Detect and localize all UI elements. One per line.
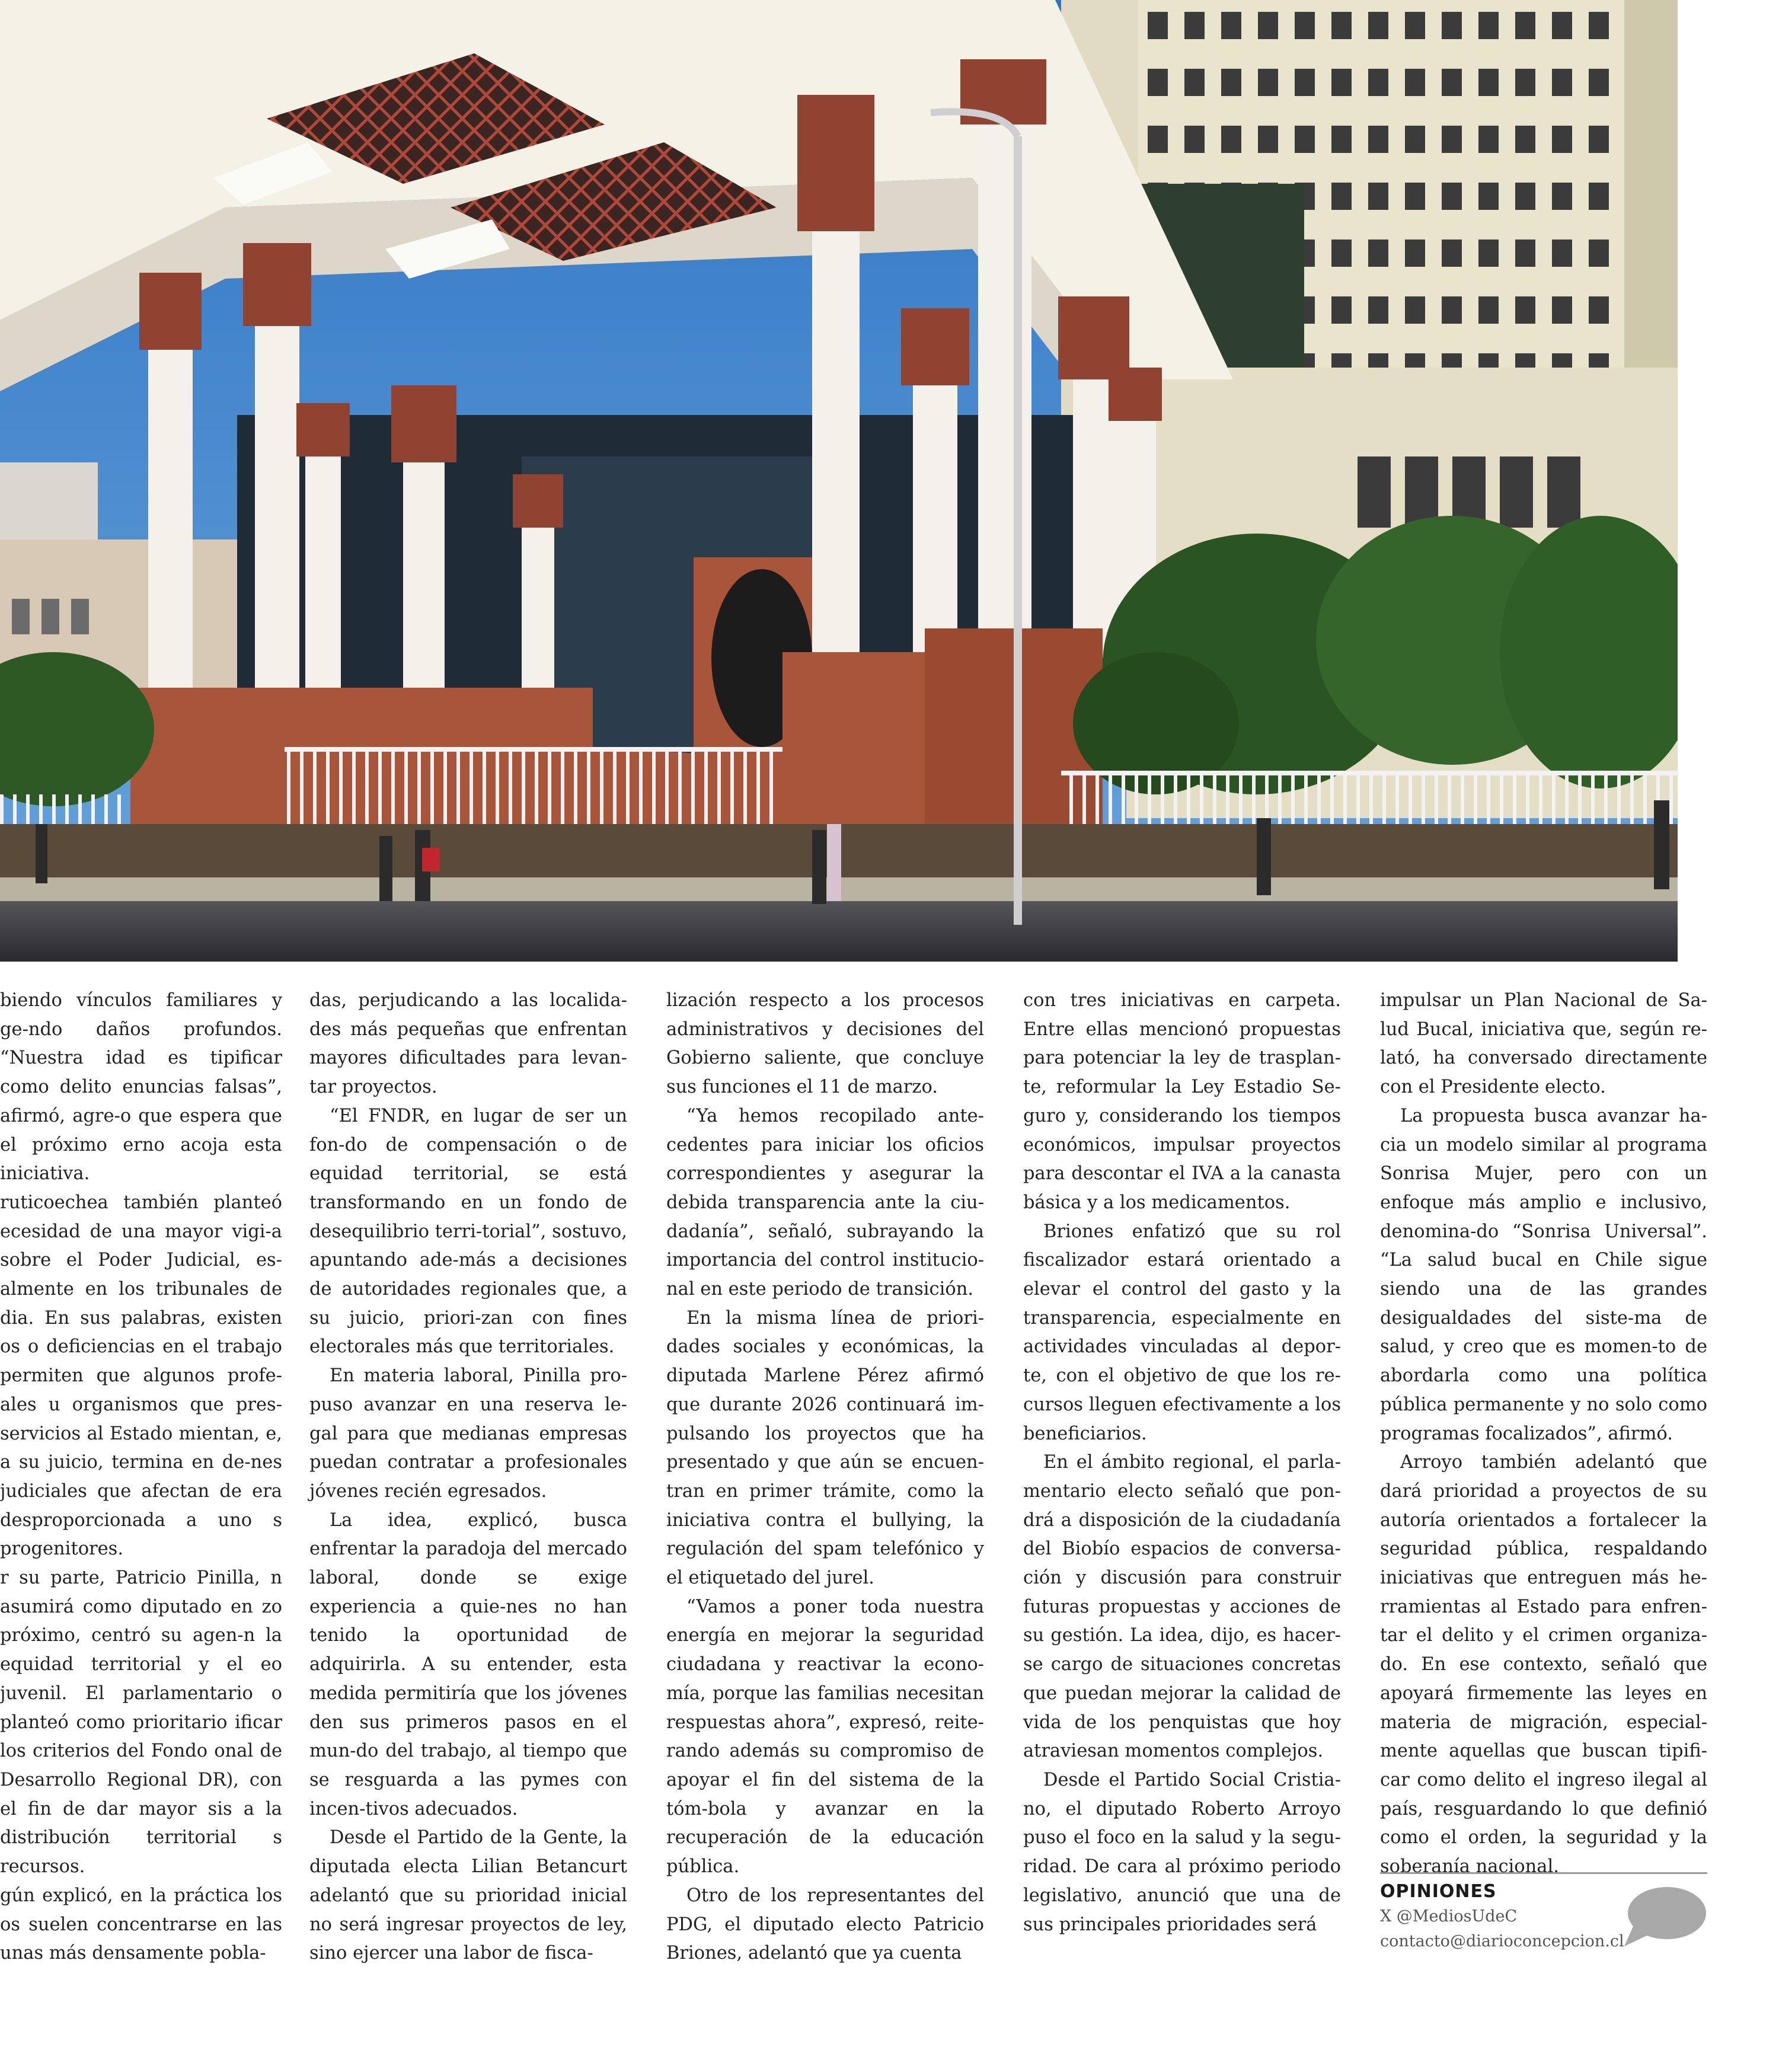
paragraph: Briones enfatizó que su rol fiscalizador estará orientado a elevar el control del gasto y la transparencia, especialmente en actividades vinculadas al depor-te, con el objetivo de que los re-cursos lleguen efectivamente a los beneficiarios. [1023, 1221, 1341, 1444]
street [0, 901, 1678, 962]
paragraph: Otro de los representantes del PDG, el diputado electo Patricio Briones, adelantó que ya cuenta [666, 1885, 984, 1964]
article-column-4 [1023, 986, 1341, 1939]
paragraph: “Ya hemos recopilado ante-cedentes para iniciar los oficios correspondientes y asegurar la debida transparencia ante la ciu-dadanía”, señaló, subrayando la importancia del control institucio-nal en este periodo de transición. [666, 1105, 984, 1300]
paragraph: En el ámbito regional, el parla-mentario electo señaló que pon-drá a disposición de la ciudadanía del Biobío espacios de conversa-ción y discusión para construir futuras propuestas y acciones de su gestión. La idea, dijo, es hacer-se cargo de situaciones concretas que puedan mejorar la calidad de vida de los penquistas que hoy atraviesan momentos complejos. [1023, 1452, 1341, 1762]
article-column-5 [1380, 986, 1707, 1882]
contact-email-link[interactable]: contacto@diarioconcepcion.cl [1380, 1932, 1624, 1950]
speech-bubble-icon [1621, 1882, 1707, 1949]
congress-building-photo [0, 0, 1678, 962]
paragraph: La idea, explicó, busca enfrentar la paradoja del mercado laboral, donde se exige experiencia a quie-nes no han tenido la oportunidad de adquirirla. A su entender, esta medida permitiría que los jóvenes den sus primeros pasos en el mun-do del trabajo, al tiempo que se resguarda a las pymes con incen-tivos adecuados. [309, 1509, 627, 1819]
paragraph: “El FNDR, en lugar de ser un fon-do de compensación o de equidad territorial, se está transformando en un fondo de desequilibrio terri-torial”, sostuvo, apuntando ade-más a decisiones de autoridades regionales que, a su juicio, priori-zan con fines electorales más que territoriales. [309, 1105, 627, 1358]
paragraph: La propuesta busca avanzar ha-cia un modelo similar al programa Sonrisa Mujer, pero con un enfoque más amplio e inclusivo, denomina-do “Sonrisa Universal”. “La salud bucal en Chile sigue siendo una de las grandes desigualdades del siste-ma de salud, y creo que es momen-to de abordarla como una política pública permanente y no solo como programas focalizados”, afirmó. [1380, 1105, 1707, 1444]
article-column-3 [666, 986, 984, 1968]
paragraph: Arroyo también adelantó que dará prioridad a proyectos de su autoría orientados a fortalecer la seguridad pública, respaldando iniciativas que entreguen más he-rramientas al Estado para enfren-tar el delito y el crimen organiza-do. En ese contexto, señaló que apoyará firmemente las leyes en materia de migración, especial-mente aquellas que buscan tipifi-car como delito el ingreso ilegal al país, resguardando lo que definió como el orden, la seguridad y la soberanía nacional. [1380, 1452, 1707, 1878]
paragraph: biendo vínculos familiares y ge-ndo daños profundos. “Nuestra idad es tipificar como delito enuncias falsas”, afirmó, agre-o que espera que el próximo erno acoja esta iniciativa. [0, 990, 282, 1185]
opiniones-title: OPINIONES [1380, 1881, 1497, 1902]
paragraph: das, perjudicando a las localida-des más pequeñas que enfrentan mayores dificultades para levan-tar proyectos. [309, 990, 627, 1098]
x-handle-link[interactable]: X @MediosUdeC [1380, 1907, 1518, 1926]
paragraph: impulsar un Plan Nacional de Sa-lud Bucal, iniciativa que, según re-lató, ha conversado directamente con el Presidente electo. [1380, 990, 1707, 1098]
street-lamp [1014, 136, 1022, 925]
paragraph: En materia laboral, Pinilla pro-puso avanzar en una reserva le-gal para que medianas empresas puedan contratar a profesionales jóvenes recién egresados. [309, 1365, 627, 1502]
paragraph: Desde el Partido Social Cristia-no, el diputado Roberto Arroyo puso el foco en la salud y la segu-ridad. De cara al próximo periodo legislativo, anunció que una de sus principales prioridades será [1023, 1769, 1341, 1935]
opiniones-box [1380, 1872, 1707, 1951]
paragraph: “Vamos a poner toda nuestra energía en mejorar la seguridad ciudadana y reactivar la econo-mía, porque las familias necesitan respuestas ahora”, expresó, reite-rando además su compromiso de apoyar el fin del sistema de la tóm-bola y avanzar en la recuperación de la educación pública. [666, 1596, 984, 1878]
paragraph: lización respecto a los procesos administrativos y decisiones del Gobierno saliente, que concluye sus funciones el 11 de marzo. [666, 990, 984, 1098]
paragraph: Desde el Partido de la Gente, la diputada electa Lilian Betancurt adelantó que su prioridad inicial no será ingresar proyectos de ley, sino ejercer una labor de fisca- [309, 1827, 627, 1964]
paragraph: ruticoechea también planteó ecesidad de una mayor vigi-a sobre el Poder Judicial, es-almente en los tribunales de dia. En sus palabras, existen os o deficiencias en el trabajo permiten que algunos profe-ales u organismos que pres-servicios al Estado mientan, e, a su juicio, termina en de-nes judiciales que afectan de era desproporcionada a uno s progenitores. [0, 1192, 282, 1560]
article-column-2 [309, 986, 627, 1968]
fence-left [285, 747, 782, 830]
paragraph: con tres iniciativas en carpeta. Entre ellas mencionó propuestas para potenciar la ley de trasplan-te, reformular la Ley Estadio Se-guro y, considerando los tiempos económicos, impulsar proyectos para descontar el IVA a la canasta básica y a los medicamentos. [1023, 990, 1341, 1213]
paragraph: r su parte, Patricio Pinilla, n asumirá como diputado en zo próximo, centró su agen-n la equidad territorial y el eo juvenil. El parlamentario o planteó como prioritario ificar los criterios del Fondo onal de Desarrollo Regional DR), con el fin de dar mayor sis a la distribución territorial s recursos. [0, 1567, 282, 1878]
paragraph: gún explicó, en la práctica los os suelen concentrarse en las unas más densamente pobla- [0, 1885, 282, 1964]
article-column-1 [0, 986, 282, 1968]
paragraph: En la misma línea de priori-dades sociales y económicas, la diputada Marlene Pérez afirmó que durante 2026 continuará im-pulsando los proyectos que ha presentado y que aún se encuen-tran en primer trámite, como la iniciativa contra el bullying, la regulación del spam telefónico y el etiquetado del jurel. [666, 1307, 984, 1589]
